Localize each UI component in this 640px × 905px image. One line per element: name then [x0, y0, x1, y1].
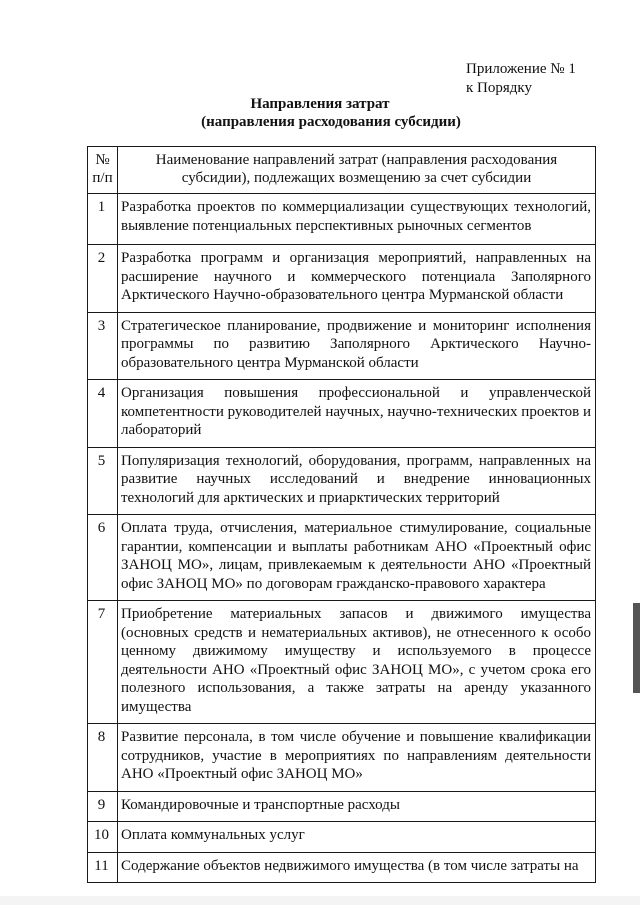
table-row [88, 601, 596, 724]
appendix-reference [466, 60, 576, 98]
appendix-procedure: к Порядку [466, 80, 532, 96]
row-number: 6 [88, 515, 118, 601]
row-number: 3 [88, 312, 118, 380]
row-text: Оплата коммунальных услуг [118, 822, 596, 853]
table-row [88, 515, 596, 601]
header-name: Наименование направлений затрат (направления расходования субсидии), подлежащих возмещению за счет субсидии [118, 147, 596, 194]
table-row [88, 380, 596, 448]
row-text: Стратегическое планирование, продвижение и мониторинг исполнения программы по развитию Заполярного Арктического Научно-образовательного центра Мурманской области [118, 312, 596, 380]
table-row [88, 447, 596, 515]
row-number: 4 [88, 380, 118, 448]
document-heading [0, 95, 640, 131]
heading-subtitle: (направления расходования субсидии) [201, 114, 461, 130]
row-number: 10 [88, 822, 118, 853]
table-row [88, 724, 596, 792]
row-text: Оплата труда, отчисления, материальное стимулирование, социальные гарантии, компенсации и выплаты работникам АНО «Проектный офис ЗАНОЦ МО», лицам, привлекаемым к деятельности АНО «Проектный офис ЗАНОЦ МО» по договорам гражданско-правового характера [118, 515, 596, 601]
page-bottom-edge [0, 896, 640, 905]
table-row [88, 194, 596, 245]
row-text: Разработка программ и организация мероприятий, направленных на расширение научного и коммерческого потенциала Заполярного Арктического Научно-образовательного центра Мурманской области [118, 245, 596, 313]
row-text: Организация повышения профессиональной и управленческой компетентности руководителей научных, научно-технических проектов и лабораторий [118, 380, 596, 448]
table-row [88, 245, 596, 313]
row-text: Приобретение материальных запасов и движимого имущества (основных средств и нематериальных активов), не отнесенного к особо ценному движимому имуществу и используемого в процессе деятельности АНО «Проектный офис ЗАНОЦ МО», с учетом срока его полезного использования, а также затраты на аренду указанного имущества [118, 601, 596, 724]
row-text: Развитие персонала, в том числе обучение и повышение квалификации сотрудников, участие в мероприятиях по направлениям деятельности АНО «Проектный офис ЗАНОЦ МО» [118, 724, 596, 792]
row-number: 1 [88, 194, 118, 245]
row-text: Командировочные и транспортные расходы [118, 791, 596, 822]
table-header-row [88, 147, 596, 194]
cost-directions-table [87, 146, 596, 883]
appendix-number: Приложение № 1 [466, 61, 576, 77]
row-text: Популяризация технологий, оборудования, программ, направленных на развитие научных исследований и внедрение инновационных технологий для арктических и приарктических территорий [118, 447, 596, 515]
table-row [88, 822, 596, 853]
heading-title: Направления затрат [250, 96, 390, 112]
row-number: 8 [88, 724, 118, 792]
row-number: 2 [88, 245, 118, 313]
row-number: 11 [88, 852, 118, 883]
header-number: № п/п [88, 147, 118, 194]
row-number: 9 [88, 791, 118, 822]
scan-edge-mark [633, 603, 640, 693]
table-row [88, 312, 596, 380]
table-row [88, 852, 596, 883]
row-number: 5 [88, 447, 118, 515]
row-number: 7 [88, 601, 118, 724]
table-row [88, 791, 596, 822]
row-text: Содержание объектов недвижимого имущества (в том числе затраты на [118, 852, 596, 883]
row-text: Разработка проектов по коммерциализации существующих технологий, выявление потенциальных перспективных рыночных сегментов [118, 194, 596, 245]
